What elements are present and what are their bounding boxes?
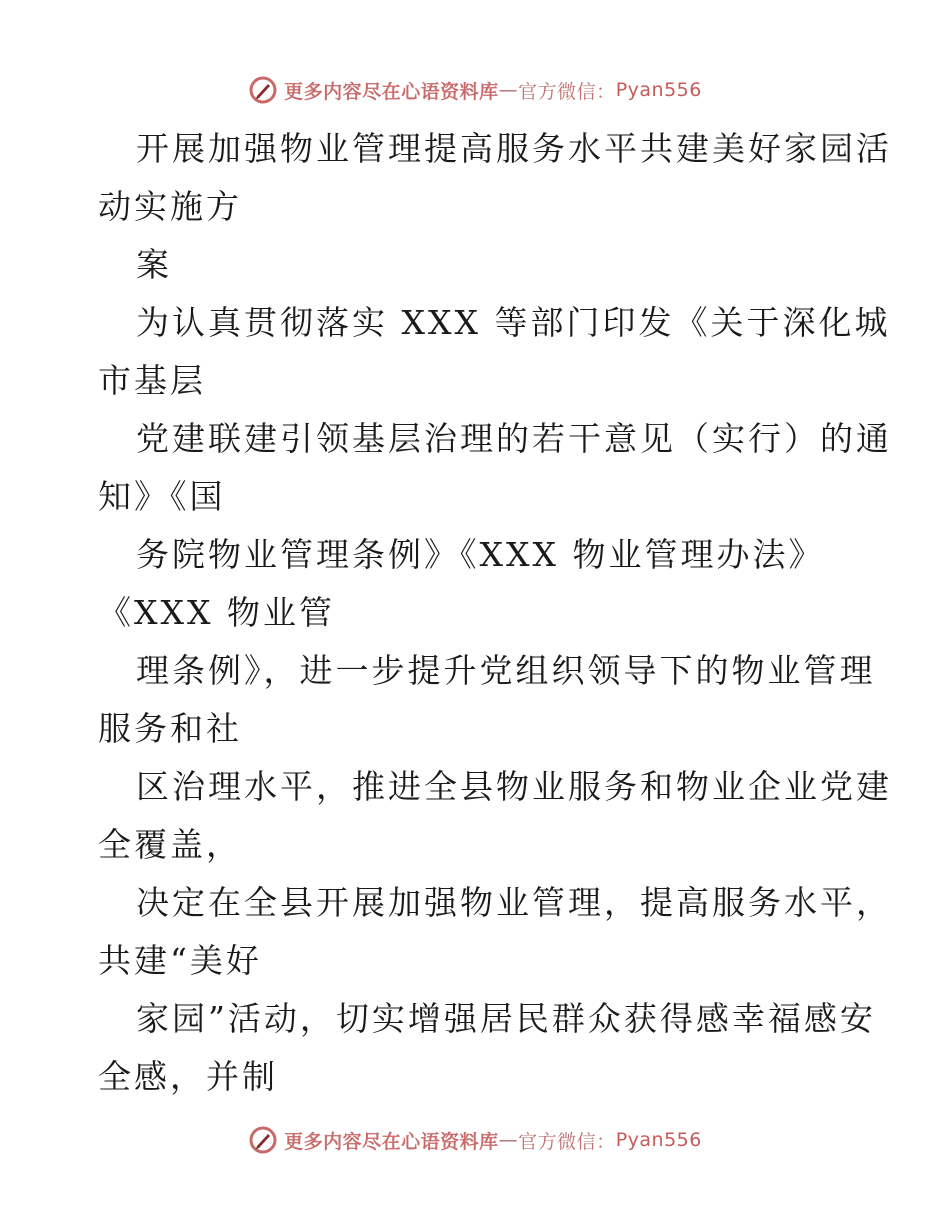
text-line: 案 [136,245,172,284]
text-line: 务院物业管理条例》《XXX 物业管理办法》 [136,535,825,574]
pen-logo-icon [248,75,278,105]
text-line: 共建“美好 [98,941,262,980]
watermark-dash: — [498,79,519,101]
text-line: 开展加强物业管理提高服务水平共建美好家园活 [136,129,892,168]
text-line: 党建联建引领基层治理的若干意见（实行）的通 [136,419,892,458]
text-line: 市基层 [98,361,206,400]
text-line: 区治理水平，推进全县物业服务和物业企业党建 [136,767,892,806]
text-line: 服务和社 [98,709,242,748]
watermark-wechat-label: 官方微信： [518,1130,616,1153]
watermark-wechat-id: Pyan556 [615,1129,702,1151]
watermark-wechat-id: Pyan556 [615,79,702,101]
watermark-wechat-label: 官方微信： [518,80,616,103]
document-body [98,120,892,1106]
text-line: 动实施方 [98,187,242,226]
watermark-dash: — [498,1129,519,1151]
text-line: 理条例》，进一步提升党组织领导下的物业管理 [136,651,876,690]
text-line: 为认真贯彻落实 XXX 等部门印发《关于深化城 [136,303,891,342]
footer-watermark [0,1120,950,1160]
text-line: 《XXX 物业管 [98,593,335,632]
watermark-site-text: 更多内容尽在心语资料库 [284,80,499,103]
pen-logo-icon [248,1125,278,1155]
text-line: 决定在全县开展加强物业管理，提高服务水平， [136,883,892,922]
text-line: 全感，并制 [98,1057,278,1096]
watermark-site-text: 更多内容尽在心语资料库 [284,1130,499,1153]
text-line: 家园”活动，切实增强居民群众获得感幸福感安 [136,999,876,1038]
text-line: 知》《国 [98,477,226,516]
header-watermark [0,70,950,110]
text-line: 全覆盖， [98,825,242,864]
